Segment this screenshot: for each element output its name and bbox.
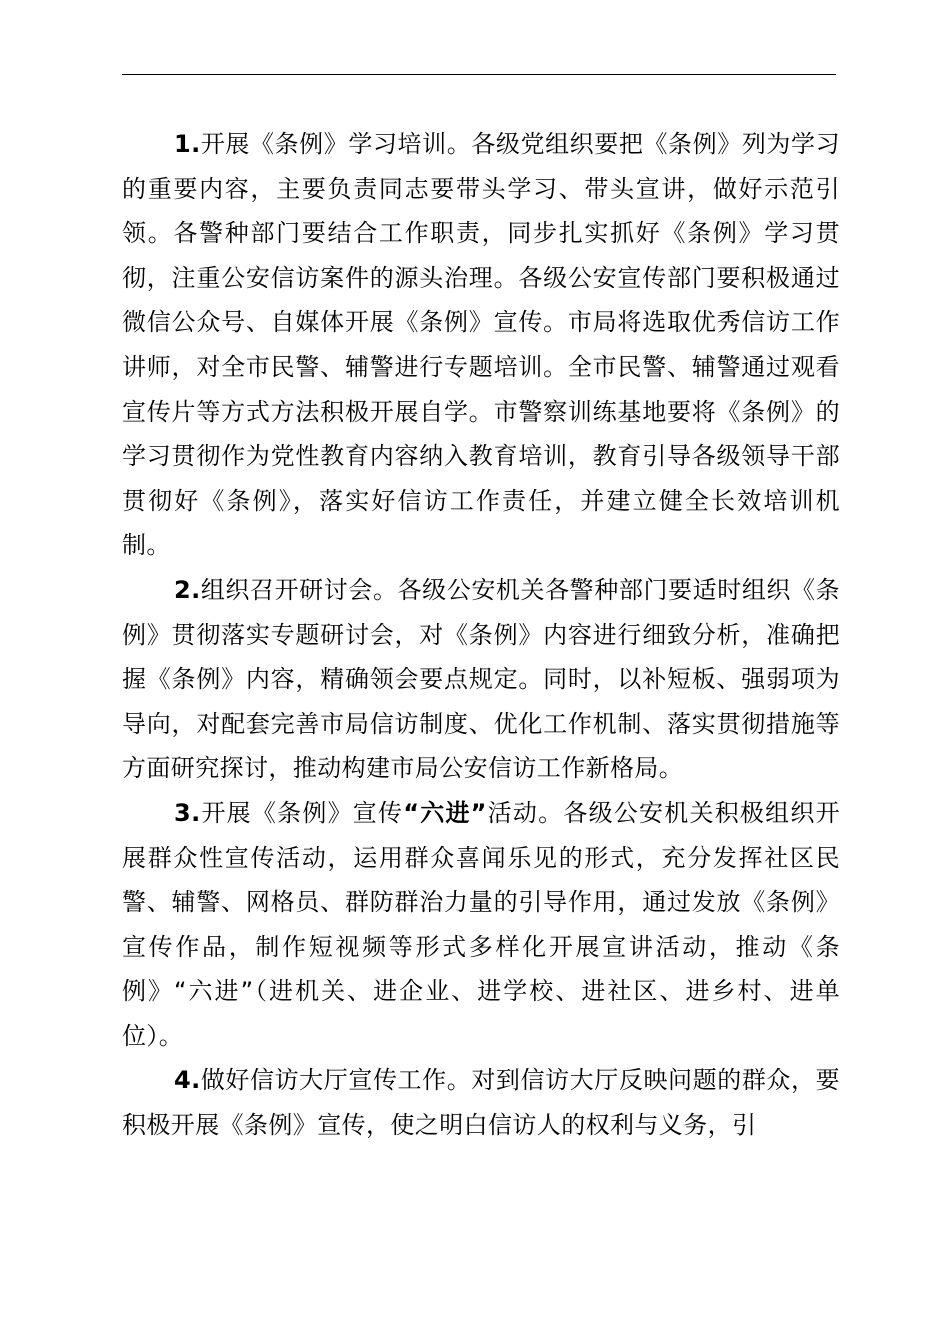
paragraph-text: 开展《条例》学习培训。各级党组织要把《条例》列为学习的重要内容，主要负责同志要带头学习、带头宣讲，做好示范引领。各警种部门要结合工作职责，同步扎实抓好《条例》学习贯彻，注重公安信访案件的源头治理。各级公安宣传部门要积极通过微信公众号、自媒体开展《条例》宣传。市局将选取优秀信访工作讲师，对全市民警、辅警进行专题培训。全市民警、辅警通过观看宣传片等方式方法积极开展自学。市警察训练基地要将《条例》的学习贯彻作为党性教育内容纳入教育培训，教育引导各级领导干部贯彻好《条例》，落实好信访工作责任，并建立健全长效培训机制。 (122, 130, 840, 560)
paragraph-number: 4. (174, 1066, 201, 1095)
paragraph-2 (122, 568, 840, 791)
paragraph-text: 做好信访大厅宣传工作。对到信访大厅反映问题的群众，要积极开展《条例》宣传，使之明白信访人的权利与义务，引 (122, 1066, 840, 1140)
paragraph-text: 开展《条例》宣传 (200, 798, 404, 827)
header-rule (122, 74, 836, 75)
paragraph-1 (122, 122, 840, 568)
paragraph-3 (122, 791, 840, 1059)
paragraph-4 (122, 1058, 840, 1147)
paragraph-emphasis: “六进” (403, 798, 487, 827)
paragraph-number: 1. (174, 130, 201, 158)
paragraph-text: 活动。各级公安机关积极组织开展群众性宣传活动，运用群众喜闻乐见的形式，充分发挥社区民警、辅警、网格员、群防群治力量的引导作用，通过发放《条例》宣传作品，制作短视频等形式多样化开展宣讲活动，推动《条例》“六进”（进机关、进企业、进学校、进社区、进乡村、进单位）。 (122, 798, 840, 1050)
paragraph-number: 3. (174, 798, 201, 827)
document-body (122, 122, 840, 1148)
paragraph-number: 2. (174, 575, 201, 604)
paragraph-text: 组织召开研讨会。各级公安机关各警种部门要适时组织《条例》贯彻落实专题研讨会，对《条例》内容进行细致分析，准确把握《条例》内容，精确领会要点规定。同时，以补短板、强弱项为导向，对配套完善市局信访制度、优化工作机制、落实贯彻措施等方面研究探讨，推动构建市局公安信访工作新格局。 (122, 575, 840, 783)
